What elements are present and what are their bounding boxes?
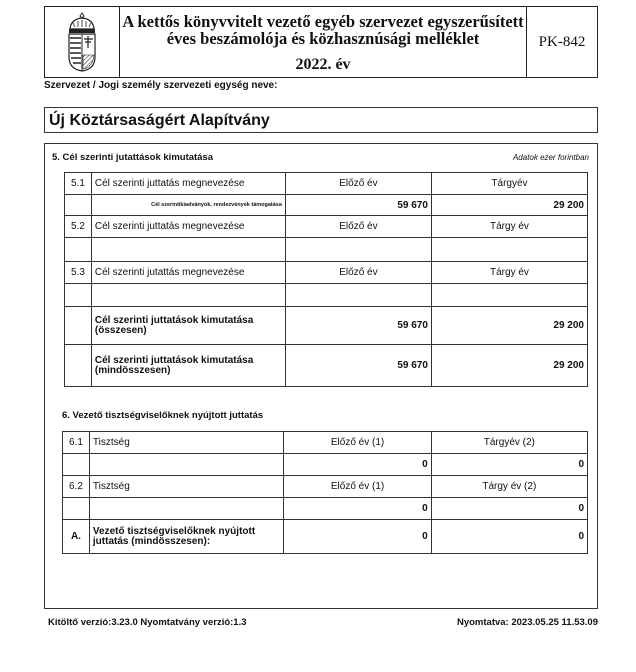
organization-name-field: Új Köztársaságért Alapítvány — [44, 107, 598, 133]
column-header-position: Tisztség — [89, 476, 284, 498]
column-header-name: Cél szerinti juttatás megnevezése — [91, 216, 285, 238]
curr-year-value[interactable]: 0 — [431, 454, 587, 476]
section-6-table — [62, 431, 588, 554]
grand-total-row — [65, 345, 588, 387]
column-header-prev: Előző év — [285, 173, 431, 195]
column-header-curr: Tárgy év — [431, 262, 587, 284]
column-header-curr: Tárgy év (2) — [431, 476, 587, 498]
prev-year-value[interactable]: 0 — [284, 498, 431, 520]
total-prev-value: 59 670 — [285, 307, 431, 345]
column-header-curr: Tárgy év — [431, 216, 587, 238]
grand-total-row — [63, 520, 588, 554]
emblem-cell — [45, 7, 120, 77]
curr-year-value[interactable] — [431, 238, 587, 262]
grand-total-label: Cél szerinti juttatások kimutatása (mindösszesen) — [91, 345, 285, 387]
column-header-prev: Előző év (1) — [284, 476, 431, 498]
position-field[interactable] — [89, 498, 284, 520]
table-row — [65, 238, 588, 262]
benefit-name-field[interactable] — [91, 238, 285, 262]
form-year: 2022. év — [295, 56, 351, 73]
table-row — [63, 476, 588, 498]
curr-year-value[interactable]: 29 200 — [431, 195, 587, 216]
row-index: 5.3 — [65, 262, 92, 284]
total-curr-value: 29 200 — [431, 307, 587, 345]
prev-year-value[interactable] — [285, 284, 431, 307]
section-5-table — [64, 172, 588, 387]
prev-year-value[interactable] — [285, 238, 431, 262]
curr-year-value[interactable] — [431, 284, 587, 307]
column-header-name: Cél szerinti juttatás megnevezése — [91, 173, 285, 195]
column-header-curr: Tárgyév — [431, 173, 587, 195]
total-row — [65, 307, 588, 345]
section-6-title: 6. Vezető tisztségviselőknek nyújtott juttatás — [62, 410, 264, 421]
column-header-curr: Tárgyév (2) — [431, 432, 587, 454]
title-line-2: éves beszámolója és közhasznúsági melléklet — [166, 29, 480, 48]
section-5-title: 5. Cél szerinti jutattások kimutatása — [52, 152, 214, 163]
prev-year-value[interactable]: 59 670 — [285, 195, 431, 216]
unit-note: Adatok ezer forintban — [512, 153, 589, 162]
benefit-name-field[interactable]: Cél szerintikiadványok, rendezvények támogatása — [91, 195, 285, 216]
version-info: Kitöltő verzió:3.23.0 Nyomtatvány verzió:1.3 — [48, 617, 247, 628]
table-row — [63, 498, 588, 520]
column-header-prev: Előző év (1) — [284, 432, 431, 454]
organization-label: Szervezet / Jogi személy szervezeti egység neve: — [44, 80, 278, 91]
table-row — [63, 454, 588, 476]
total-label: Cél szerinti juttatások kimutatása (összesen) — [91, 307, 285, 345]
form-title — [120, 7, 527, 77]
table-row — [65, 195, 588, 216]
prev-year-value[interactable]: 0 — [284, 454, 431, 476]
row-index: A. — [63, 520, 90, 554]
column-header-name: Cél szerinti jutattás megnevezése — [91, 262, 285, 284]
print-timestamp: Nyomtatva: 2023.05.25 11.53.09 — [456, 617, 598, 628]
form-code: PK-842 — [538, 33, 586, 50]
row-index: 5.2 — [65, 216, 92, 238]
grand-total-curr-value: 29 200 — [431, 345, 587, 387]
row-index: 6.2 — [63, 476, 90, 498]
grand-total-prev-value: 0 — [284, 520, 431, 554]
row-index: 5.1 — [65, 173, 92, 195]
table-row — [63, 432, 588, 454]
column-header-prev: Előző év — [285, 262, 431, 284]
grand-total-prev-value: 59 670 — [285, 345, 431, 387]
benefit-name-field[interactable] — [91, 284, 285, 307]
coat-of-arms-icon — [65, 11, 99, 73]
curr-year-value[interactable]: 0 — [431, 498, 587, 520]
table-row — [65, 173, 588, 195]
row-index: 6.1 — [63, 432, 90, 454]
grand-total-curr-value: 0 — [431, 520, 587, 554]
column-header-position: Tisztség — [89, 432, 284, 454]
table-row — [65, 216, 588, 238]
table-row — [65, 284, 588, 307]
column-header-prev: Előző év — [285, 216, 431, 238]
table-row — [65, 262, 588, 284]
position-field[interactable] — [89, 454, 284, 476]
title-line-1: A kettős könyvvitelt vezető egyéb szervezet egyszerűsített — [122, 12, 524, 31]
grand-total-label: Vezető tisztségviselőknek nyújtott juttatás (mindösszesen): — [89, 520, 284, 554]
form-header — [44, 6, 598, 78]
